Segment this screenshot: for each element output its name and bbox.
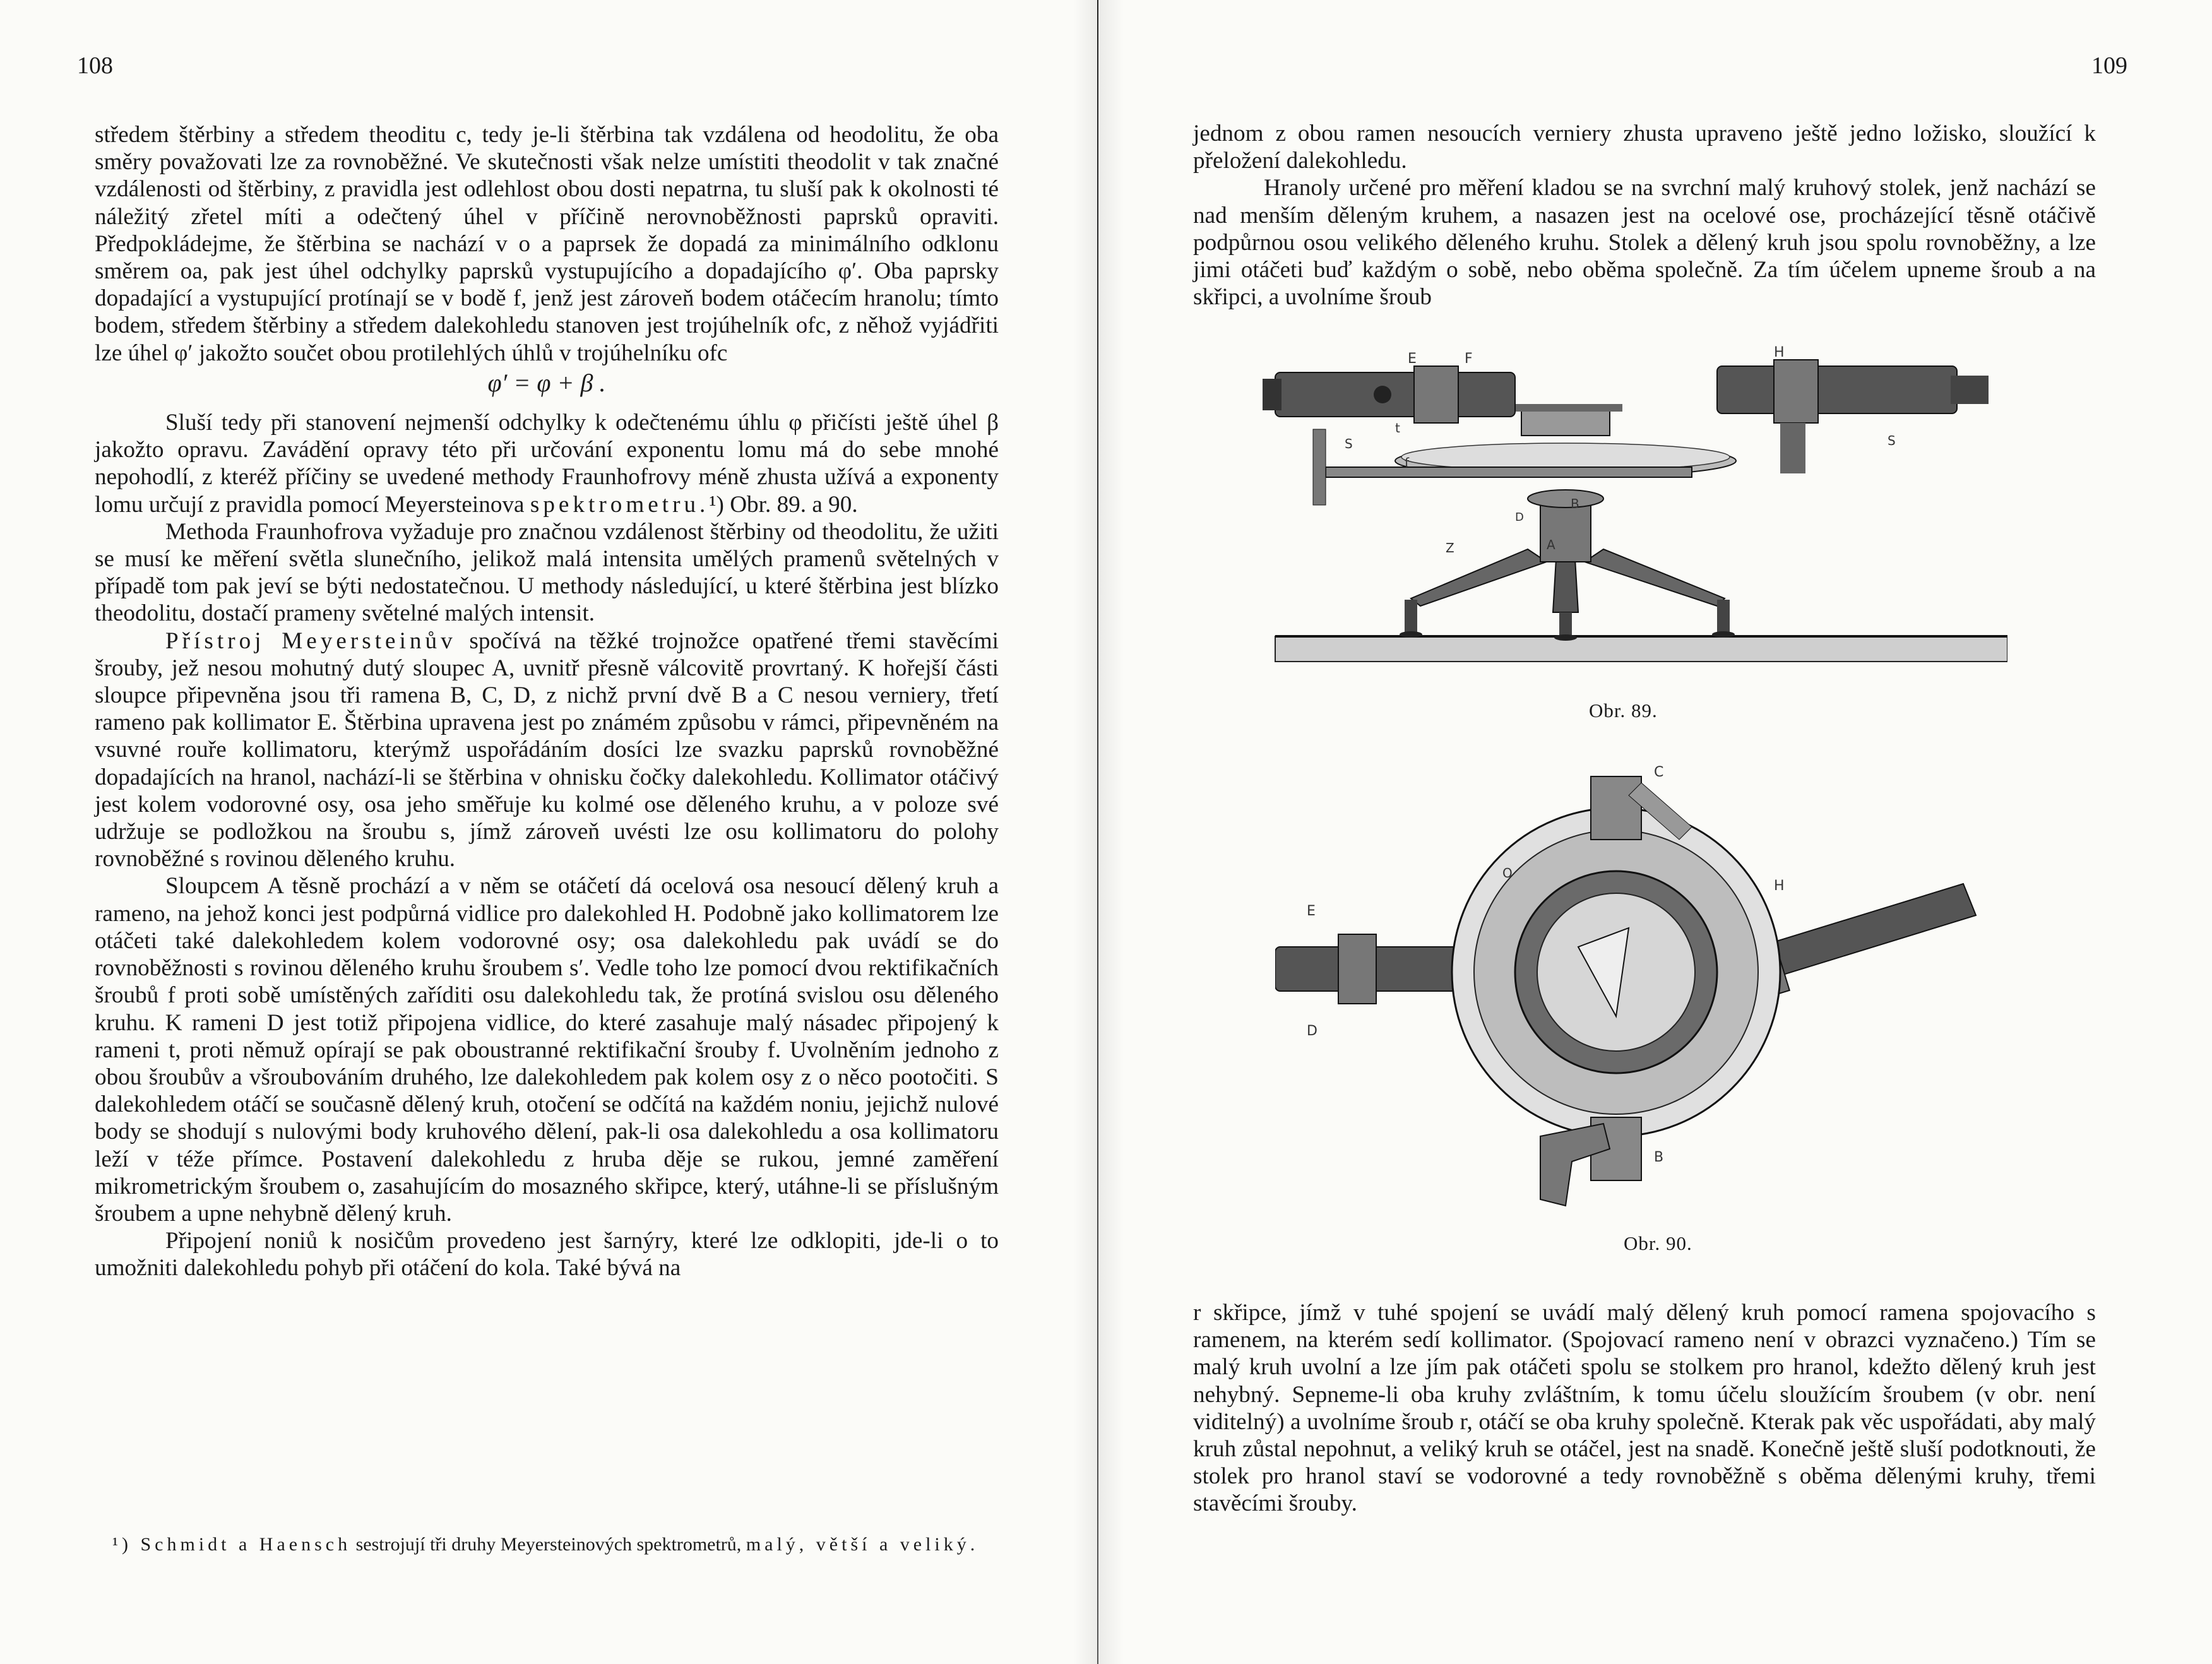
fig90-label-B: B	[1654, 1150, 1664, 1165]
fig89-label-S: S	[1345, 436, 1353, 451]
paragraph-4-text: spočívá na těžké trojnožce opatřené třemi stavěcími šrouby, jež nesou mohutný dutý sloupec A, uvnitř přesně válcovitě provrtaný. K hořejší části sloupce připevněna jsou tři ramena B, C, D, z nichž první dvě B a C nesou verniery, třetí rameno pak kollimator E. Štěrbina upravena jest po známém způsobu v rámci, připevněném na vsuvné rouře kollimatoru, kterýmž uspořádáním dosíci lze svazku paprsků rovnoběžné dopadajících na hranol, nachází-li se štěrbina v ohnisku čočky dalekohledu. Kollimator otáčivý jest kolem vodorovné osy, osa jeho směřuje ku kolmé ose děleného kruhu, a v poloze své udržuje se podložkou na šroubu s, jímž zároveň uvésti lze osu kollimatoru do polohy rovnoběžné s rovinou děleného kruhu.	[95, 627, 999, 872]
footnote	[112, 1533, 997, 1557]
right-paragraph-1: jednom z obou ramen nesoucích verniery zhusta upraveno ještě jedno ložisko, sloužící k přeložení dalekohledu.	[1193, 121, 2096, 174]
footnote-text: sestrojují tři druhy Meyersteinových spektrometrů,	[355, 1534, 742, 1555]
figure-90-spectrometer-top	[1275, 758, 1989, 1212]
figure-89-caption: Obr. 89.	[1589, 699, 1658, 722]
right-page-bottom-text	[1193, 1299, 2096, 1518]
figure-90-caption: Obr. 90.	[1624, 1232, 1692, 1254]
paragraph-3: Methoda Fraunhofrova vyžaduje pro značnou vzdálenost štěrbiny od theodolitu, že užiti se musí ke měření světla slunečního, jelikož malá intensita umělých pramenů světelných v případě tom pak jeví se býti nedostatečnou. U methody následující, u které štěrbina jest blízko theodolitu, dostačí prameny světelné malých intensit.	[95, 518, 999, 627]
fig89-label-S2: S	[1888, 433, 1896, 448]
fig90-label-D: D	[1307, 1023, 1317, 1039]
paragraph-1: středem štěrbiny a středem theoditu c, tedy je-li štěrbina tak vzdálena od heodolitu, že oba směry považovati lze za rovnoběžné. Ve skutečnosti však nelze umístiti theodolit v tak značné vzdálenosti od štěrbiny, z pravidla jest odlehlost obou dosti nepatrna, tu sluší pak k okolnosti té náležitý zřetel míti a odečtený úhel v příčině nerovnoběžnosti paprsků opraviti. Předpokládejme, že štěrbina se nachází v o a paprsek že dopadá za minimálního odklonu směrem oa, pak jest úhel odchylky paprsků vystupujícího a dopadajícího φ′. Oba paprsky dopadající a vystupující protínají se v bodě f, jenž jest zároveň bodem otáčecím hranolu; tímto bodem, středem štěrbiny a středem dalekohledu stanoven jest trojúhelník ofc, z něhož vyjádřiti lze úhel φ′ jakožto součet obou protilehlých úhlů v trojúhelníku ofc	[95, 122, 999, 366]
fig89-label-Z: Z	[1446, 540, 1454, 556]
fig90-label-O: O	[1502, 865, 1513, 881]
page-number-left: 108	[77, 52, 113, 79]
fig89-label-E: E	[1408, 351, 1417, 367]
fig89-label-D: D	[1515, 511, 1524, 524]
paragraph-2-text: Sluší tedy při stanovení nejmenší odchylky k odečtenému úhlu φ přičísti ještě úhel β jakožto opravu. Zavádění opravy této při určování exponentu lomu má do sebe mnohé nepohodlí, z kteréž příčiny se uvedené methody Fraunhofrovy méně zhusta užívá a exponenty lomu určují z pravidla pomocí Meyersteinova	[95, 410, 999, 518]
right-page-top-text	[1193, 120, 2096, 311]
page-number-right: 109	[2091, 52, 2127, 79]
fig90-label-H: H	[1774, 878, 1785, 894]
right-paragraph-2: Hranoly určené pro měření kladou se na svrchní malý kruhový stolek, jenž nachází se nad menším děleným kruhem, a nasazen jest na ocelové ose, procházející těsně otáčivě podpůrnou osou velikého děleného kruhu. Stolek a dělený kruh jsou spolu rovnoběžny, a lze jimi otáčeti buď každým o sobě, nebo oběma společně. Za tím účelem upneme šroub a na skřipci, a uvolníme šroub	[1193, 175, 2096, 311]
footnote-sizes: malý, větší a veliký.	[746, 1534, 979, 1555]
fig90-label-E: E	[1307, 903, 1316, 919]
meyerstein-term: Přístroj Meyersteinův	[165, 627, 456, 654]
spectrometer-side-illustration	[1250, 341, 2007, 675]
left-page	[0, 0, 1097, 1664]
fig89-label-A: A	[1547, 537, 1555, 552]
fig89-label-B: B	[1571, 496, 1579, 511]
formula: φ′ = φ + β .	[487, 368, 606, 397]
paragraph-2	[95, 409, 999, 518]
spectrometer-top-illustration	[1275, 758, 1989, 1212]
fig89-label-f: f	[1405, 455, 1410, 470]
paragraph-6: Připojení noniů k nosičům provedeno jest šarnýry, které lze odklopiti, jde-li o to umožniti dalekohledu pohyb při otáčení do kola. Také bývá na	[95, 1228, 999, 1281]
paragraph-5: Sloupcem A těsně prochází a v něm se otáčetí dá ocelová osa nesoucí dělený kruh a rameno, na jehož konci jest podpůrná vidlice pro dalekohled H. Podobně jako kollimatorem lze otáčeti také dalekohledem kolem vodorovné osy; osa dalekohledu pak uvádí se do rovnoběžnosti s rovinou děleného kruhu šroubem s′. Vedle toho lze pomocí dvou rektifikačních šroubů f proti sobě umístěných zaříditi osu dalekohledu tak, že protíná svislou osu děleného kruhu. K rameni D jest totiž připojena vidlice, do které zasahuje malý násadec připojený k rameni t, proti němuž opírají se pak oboustranné rektifikační šrouby f. Uvolněním jednoho z obou šroubův a všroubováním druhého, lze dalekohledem pak kolem osy z o něco pootočiti. S dalekohledem otáčí se současně dělený kruh, otočení se odčítá na každém noniu, jejichž nulové body se shodují s nulovými body kruhového dělení, pak-li osa dalekohledu a osa kollimatoru leží v téže přímce. Postavení dalekohledu z hruba děje se rukou, jemné zaměření mikrometrickým šroubem o, zasahujícím do mosazného skřipce, který, utáhne-li se příslušným šroubem a upne nehybně dělený kruh.	[95, 873, 999, 1227]
left-page-text	[95, 121, 999, 1282]
figure-89-spectrometer-side	[1250, 341, 2007, 675]
spectrometer-term: spektrometru.	[530, 491, 710, 518]
fig90-label-C: C	[1654, 764, 1664, 780]
footnote-author: ¹) Schmidt a Haensch	[112, 1534, 352, 1555]
fig89-label-H: H	[1774, 345, 1785, 360]
paragraph-4	[95, 627, 999, 873]
right-page	[1098, 0, 2212, 1664]
fig89-label-F: F	[1465, 351, 1473, 367]
right-paragraph-3: r skřipce, jímž v tuhé spojení se uvádí malý dělený kruh pomocí ramena spojovacího s ramenem, na kterém sedí kollimator. (Spojovací rameno není v obrazci vyznačeno.) Tím se malý kruh uvolní a lze jím pak otáčeti spolu se stolkem pro hranol, kdežto dělený kruh jest nehybný. Sepneme-li oba kruhy zvláštním, k tomu účelu sloužícím šroubem (v obr. není viditelný) a uvolníme šroub r, otáčí se oba kruhy společně. Kterak pak věc uspořádati, aby malý kruh zůstal nepohnut, a veliký kruh se otáčel, jest na snadě. Konečně ještě sluší podotknouti, že stolek pro hranol staví se vodorovné a tedy rovnoběžně s oběma dělenými kruhy, třemi stavěcími šrouby.	[1193, 1300, 2096, 1517]
fig89-label-t: t	[1395, 420, 1400, 436]
paragraph-2-tail: ¹) Obr. 89. a 90.	[709, 491, 858, 518]
